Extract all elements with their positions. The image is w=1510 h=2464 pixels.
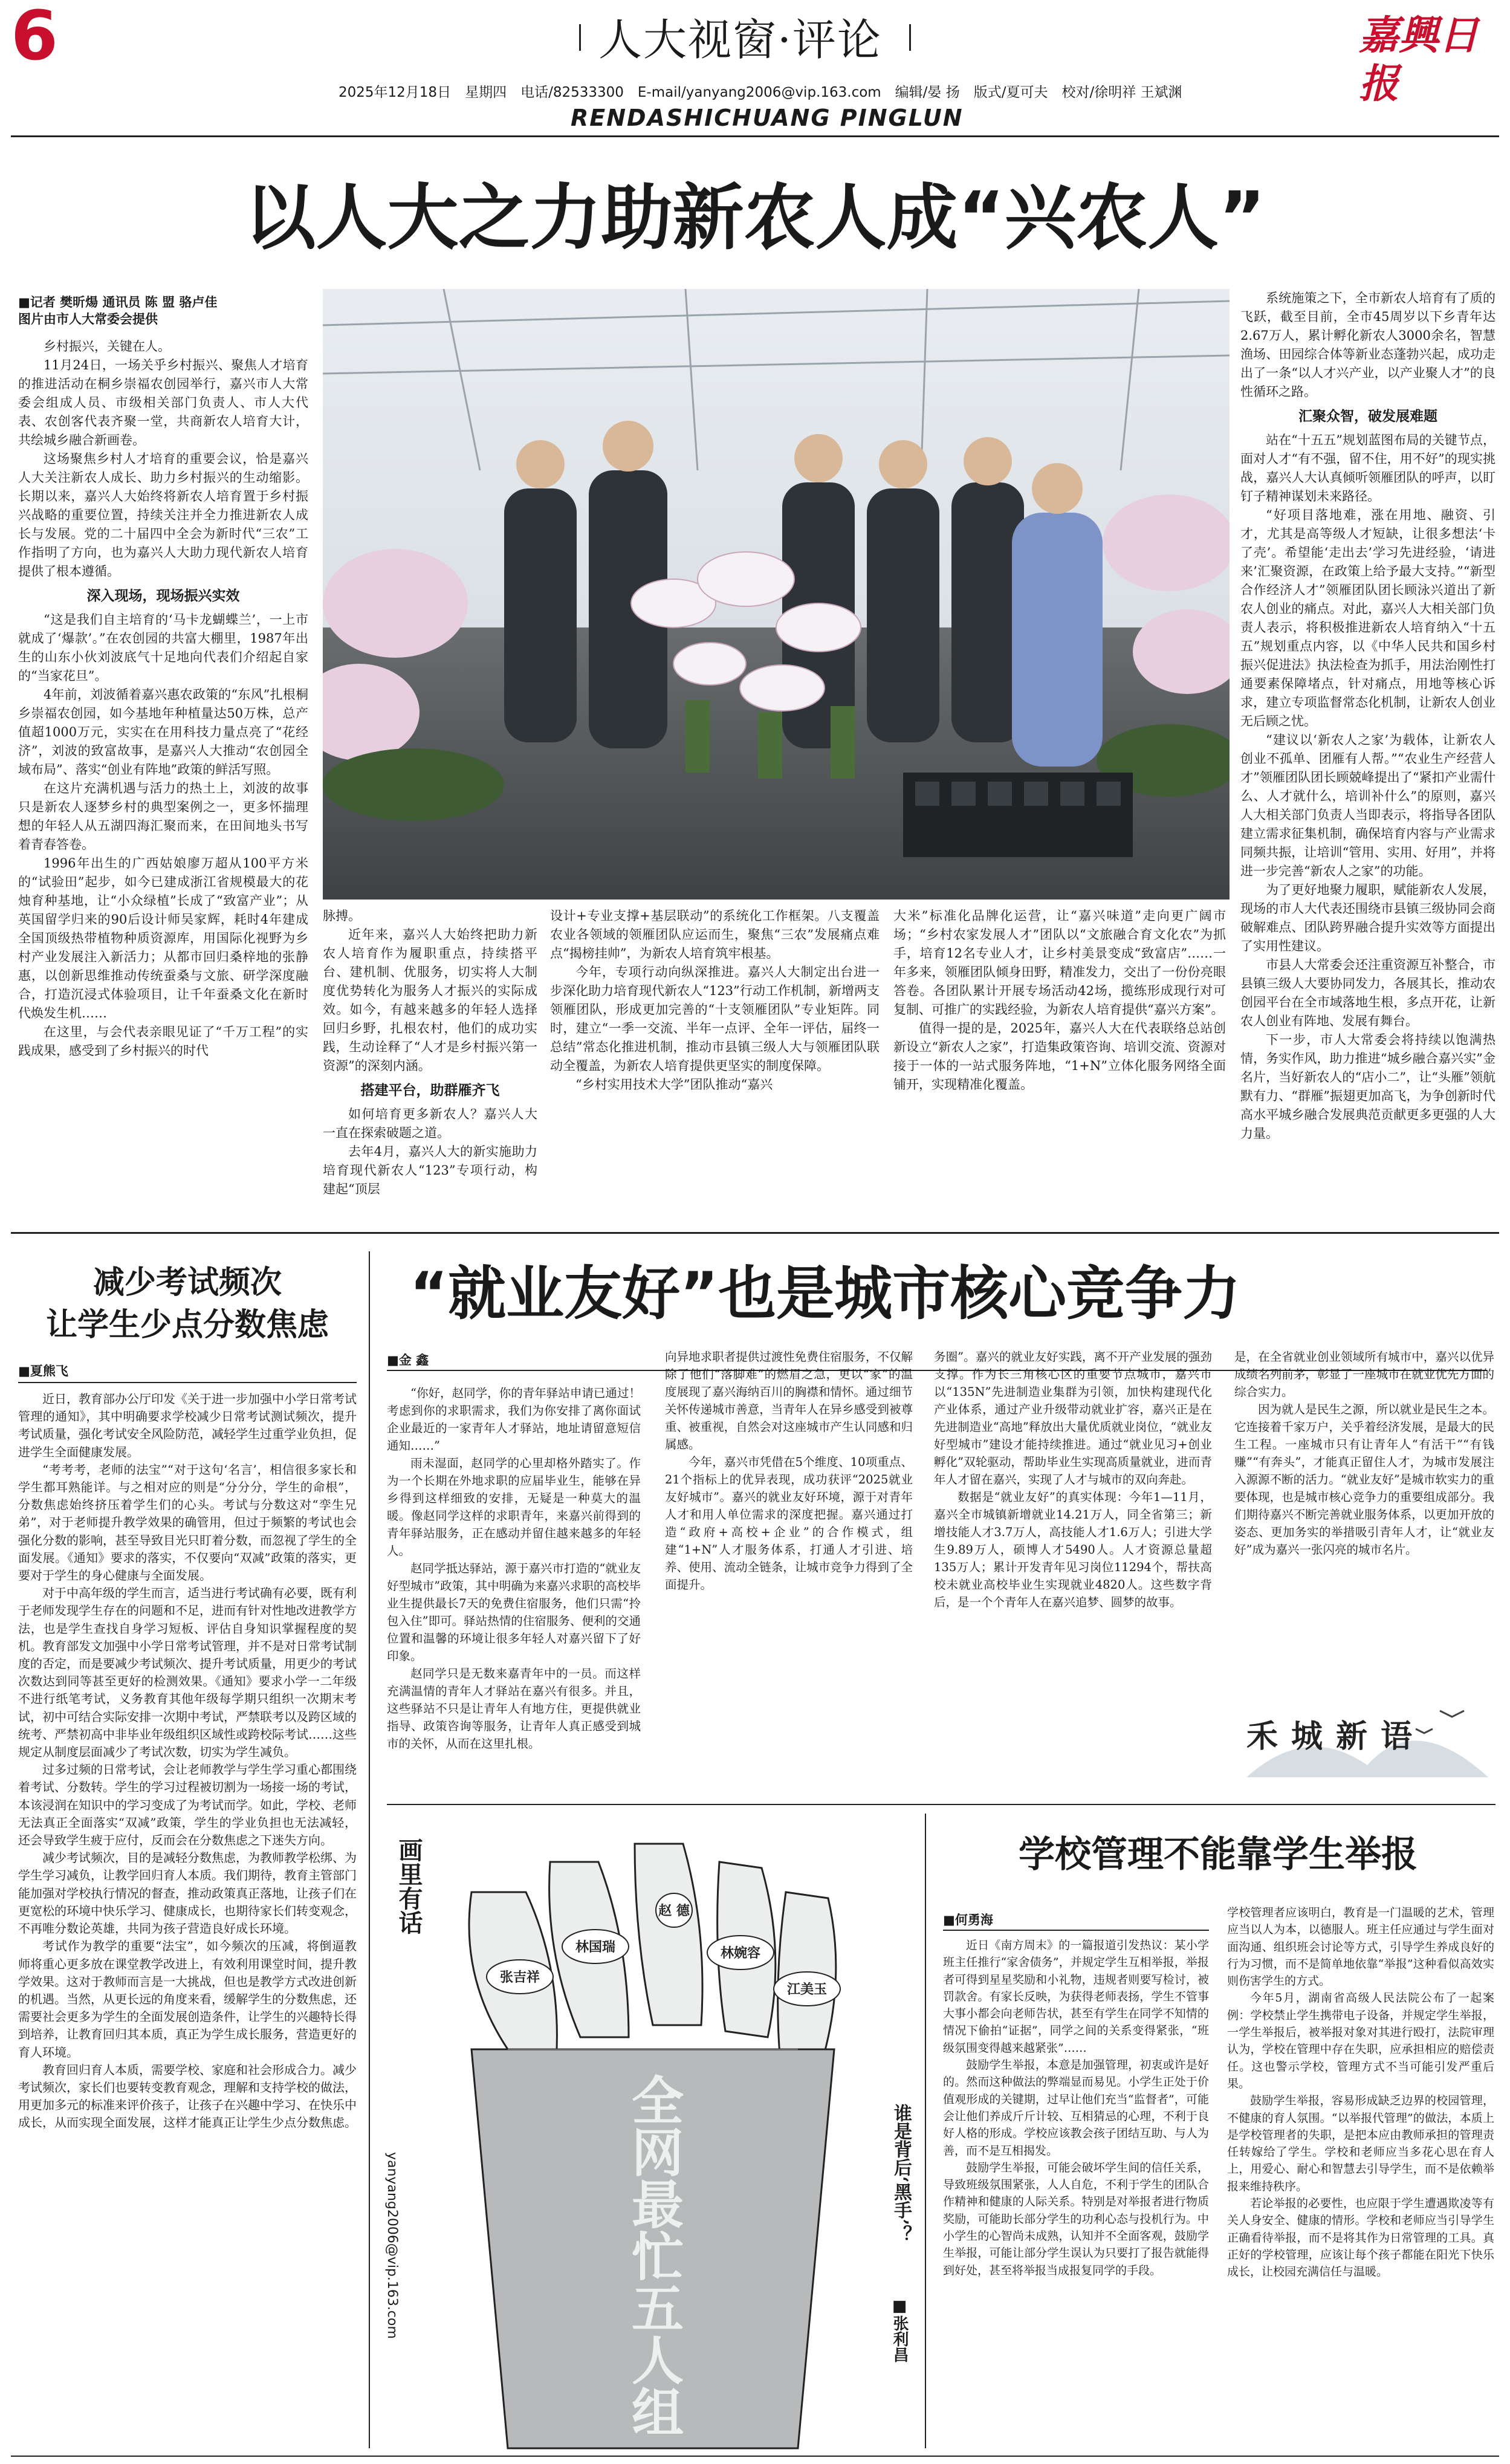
article3-col3: 务圈”。嘉兴的就业友好实践，离不开产业发展的强劲支撑。作为长三角核心区的重要节点城市，嘉兴市以“135N”先进制造业集群为引领，加快构建现代化产业体系，通过产业升级带动就业扩容，嘉兴正是在先进制造业“高地”释放出大量优质就业岗位，“就业友好型城市”建设才能持续推进。通过“就业见习+创业孵化”双轮驱动，帮助毕业生实现高质量就业，进而青年人才留在嘉兴，实现了人才与城市的双向奔赴。 数据是“就业友好”的真实体现：今年1—11月，嘉兴全市城镇新增就业14.21万人，同全省第三；新增技能人才3.7万人，高技能人才1.6万人；引进大学生9.89万人，硕博人才5490人。人才资源总量超135万人；累计开发青年见习岗位11294个，帮扶高校未就业高校毕业生实现就业4820人。这些数字背后，是一个个青年人在嘉兴追梦、圆梦的故事。 — [934, 1350, 1212, 1609]
article4-col1: 近日《南方周末》的一篇报道引发热议：某小学班主任推行“家舍债务”，并规定学生互相举报，举报者可得到星星奖励和小礼物，违规者则要写检讨，被罚款舍。有家长反映，为获得老师表扬，学生不管事大事小都会向老师告状，甚至有学生在同学不知情的情况下偷拍“证据”，同学之间的关系变得紧张，“班级氛围变得越来越紧张”…… 鼓励学生举报，本意是加强管理，初衷或许是好的。然而这种做法的弊端显而易见。小学生正处于价值观形成的关键期，过早让他们充当“监督者”，可能会让他们养成斤斤计较、互相猜忌的心理，不利于良好人格的形成。学校应该教会孩子团结互助、与人为善，而不是互相揭发。 鼓励学生举报，可能会破坏学生间的信任关系，导致班级氛围紧张，人人自危，不利于学生的团队合作精神和健康的人际关系。特别是对举报者进行物质奖励，可能助长部分学生的功利心态与投机行为。中小学生的心智尚未成熟，认知并不全面客观，鼓励学生举报，可能让部分学生误认为只要打了报告就能得到好处，甚至将举报当成报复同学的手段。 — [943, 1939, 1209, 2277]
article1-title: 以人大之力助新农人成“兴农人” — [244, 176, 1266, 259]
article1-col4: 大米”标准化品牌化运营，让“嘉兴味道”走向更广阔市场；“乡村农家发展人才”团队以“文旅融合育文化农”为抓手，培育12名专业人才，让乡村美景变成“致富店”……一年多来，领雁团队倾身田野，精准发力，交出了一份份亮眼答卷。各团队累计开展专场活动42场，揽练形成现行对可复制、可推广的实践经验，为新农人培育提供“嘉兴方案”。 值得一提的是，2025年，嘉兴人大在代表联络总站创新设立“新农人之家”，打造集政策咨询、培训交流、资源对接于一体的一站式服务阵地，“1+N”立体化服务网络全面铺开，实现精准化覆盖。 — [893, 909, 1226, 1092]
section-pinyin: RENDASHICHUANG PINGLUN — [571, 105, 964, 131]
article1-subhead-2: 搭建平台，助群雁齐飞 — [360, 1083, 500, 1098]
article4-byline: ■何勇海 — [943, 1913, 993, 1927]
column-badge-text: 禾城新语 — [1246, 1718, 1426, 1755]
cartoon-name-1: 张吉祥 — [499, 1970, 540, 1985]
article3-title: “就业友好”也是城市核心竞争力 — [409, 1260, 1241, 1328]
article4-title: 学校管理不能靠学生举报 — [1019, 1833, 1418, 1876]
article3-col2: 向异地求职者提供过渡性免费住宿服务，不仅解除了他们“落脚难”的燃眉之急，更以“家”的温度展现了嘉兴海纳百川的胸襟和情怀。通过细节关怀传递城市善意，当青年人在异乡感受到被尊重、被重视，自然会对这座城市产生认同感和归属感。 今年，嘉兴市凭借在5个维度、10项重点、21个指标上的优异表现，成功获评“2025就业友好城市”。嘉兴的就业友好环境，源于对青年人才和用人单位需求的深度把握。嘉兴通过打造“政府+高校+企业”的合作模式，组建“1+N”人才服务体系，打通人才引进、培养、使用、流动全链条，让城市竞争力得到了全面提升。 — [665, 1350, 913, 1592]
article4-byline-rule — [943, 1930, 1209, 1931]
article1-photo — [323, 289, 1230, 900]
cartoon-name-3: 林婉容 — [720, 1946, 761, 1961]
article2-title-line2: 让学生少点分数焦虑 — [45, 1307, 329, 1343]
greenhouse-photo-illustration — [323, 289, 1230, 900]
article3-col4: 是，在全省就业创业领域所有城市中，嘉兴以优异成绩名列前茅，彰显了一座城市在就业优先方面的综合实力。 因为就人是民生之源，所以就业是民生之本。它连接着千家万户，关乎着经济发展，是最大的民生工程。一座城市只有让青年人“有活干”“有钱赚”“有奔头”，才能真正留住人才，为城市发展注入源源不断的活力。“就业友好”是城市软实力的重要体现，也是城市核心竞争力的重要组成部分。我们期待嘉兴不断完善就业服务体系，以更加开放的姿态、更加务实的举措吸引青年人才，让“就业友好”成为嘉兴一张闪亮的城市名片。 — [1234, 1350, 1494, 1557]
article1-col5: 系统施策之下，全市新农人培育有了质的飞跃，截至目前，全市45周岁以下乡青年达2.67万人，累计孵化新农人3000余名，智慧渔场、田园综合体等新业态蓬勃兴起，成功走出了一条“以人才兴产业，以产业聚人才”的良性循环之路。 汇聚众智，破发展难题 站在“十五五”规划蓝图布局的关键节点，面对人才“有不强，留不住，用不好”的现实挑战，嘉兴人大认真倾听领雁团队的呼声，以盯钉子精神谋划未来路径。 “好项目落地难，涨在用地、融资、引才，尤其是高等级人才短缺，让很多想法‘卡了壳’。希望能‘走出去’学习先进经验，‘请进来’汇聚资源，在政策上给予最大支持。”“新型合作经济人才”领雁团队团长顾泳兴道出了新农人创业的痛点。对此，嘉兴人大相关部门负责人表示，将积极推进新农人培育纳入“十五五”规划重点内容，以《中华人民共和国乡村振兴促进法》执法检查为抓手，用法治刚性打通要素保障堵点，针对痛点，用地等核心诉求，建立专项监督常态化机制，让新农人创业无后顾之忧。 “建议以‘新农人之家’为载体，让新农人创业不孤单、团雁有人帮。”“农业生产经营人才”领雁团队团长顾兢峰提出了“紧扣产业需什么、人才就什么，培训补什么”的原则，嘉兴人大相关部门负责人当即表示，将指导各团队建立需求征集机制，确保培育内容与产业需求同频共振，让培训“管用、实用、好用”，并将进一步完善“新农人之家”的功能。 为了更好地聚力履职，赋能新农人发展，现场的市人大代表还围绕市县镇三级协同会商破解难点、团队跨界融合提升实效等方面提出了实用性建议。 市县人大常委会还注重资源互补整合，市县镇三级人大要协同发力，各展其长，推动农创园平台在全市域落地生根，多点开花，让新农人创业有阵地、发展有舞台。 下一步，市人大常委会将持续以饱满热情，务实作风，助力推进“城乡融合嘉兴实”金名片，当好新农人的“店小二”，让“头雁”领航默有力、“群雁”振翅更加高飞，为争创新时代高水平城乡融合发展典范贡献更多更强的人大力量。 — [1240, 291, 1495, 1141]
cartoon-caption: 谁是背后‘黑手’？ — [890, 2104, 912, 2243]
lower-rule — [387, 1804, 1495, 1805]
cartoon-name-2: 林国瑞 — [575, 1940, 616, 1955]
section-title-divider-left — [579, 24, 581, 51]
article1-col1: 乡村振兴，关键在人。 11月24日，一场关乎乡村振兴、聚焦人才培育的推进活动在桐乡崇福农创园举行，嘉兴市人大常委会组成人员、市级相关部门负责人、市人大代表、农创客代表齐聚一堂，共商新农人培育大计，共绘城乡融合新画卷。 这场聚焦乡村人才培育的重要会议，恰是嘉兴人大关注新农人成长、助力乡村振兴的生动缩影。长期以来，嘉兴人大始终将新农人培育置于乡村振兴战略的重要位置，持续关注并全力推进新农人成长与发展。党的二十届四中全会为新时代“三农”工作指明了方向，也为嘉兴人大助力现代新农人培育提供了根本遵循。 深入现场，现场振兴实效 “这是我们自主培育的‘马卡龙蝴蝶兰’，一上市就成了‘爆款’。”在农创园的共富大棚里，1987年出生的山东小伙刘波底气十足地向代表们介绍起自家的“当家花旦”。 4年前，刘波循着嘉兴惠农政策的“东风”扎根桐乡崇福农创园，如今基地年种植量达50万株，总产值超1000万元，实实在在用科技力量点亮了“花经济”，刘波的致富故事，是嘉兴人大推动“农创园全域布局”、落实“创业有阵地”政策的鲜活写照。 在这片充满机遇与活力的热土上，刘波的故事只是新农人逐梦乡村的典型案例之一，更多怀揣理想的年轻人从五湖四海汇聚而来，在田间地头书写着青春答卷。 1996年出生的广西姑娘廖万超从100平方米的“试验田”起步，如今已建成浙江省规模最大的花烛育种基地，让“小众绿植”长成了“致富产业”；从英国留学归来的90后设计师吴家辉，耗时4年建成全国顶级热带植物种质资源库，用国际化视野为乡村产业发展注入新活力；从都市回归桑梓地的张静惠，以创新思维推动传统蚕桑与文旅、研学深度融合，打造沉浸式体验项目，让千年蚕桑文化在新时代焕发生机…… 在这里，与会代表亲眼见证了“千万工程”的实践成果，感受到了乡村振兴的时代 — [18, 339, 308, 1058]
section-title-divider-right — [909, 24, 911, 51]
cartoon-box-text: 全网最忙五人组 — [623, 2073, 683, 2437]
column-badge — [1234, 1687, 1494, 1789]
header-rule — [11, 135, 1499, 137]
article1-col2: 脉搏。 近年来，嘉兴人大始终把助力新农人培育作为履职重点，持续搭平台、建机制、优服务，切实将人大制度优势转化为服务人才振兴的实际成效。如今，有越来越多的年轻人选择回归乡野，扎根农村，他们的成功实践，生动诠释了“人才是乡村振兴第一资源”的深刻内涵。 搭建平台，助群雁齐飞 如何培育更多新农人？嘉兴人大一直在探索破题之道。 去年4月，嘉兴人大的新实施助力培育现代新农人“123”专项行动，构建起“顶层 — [323, 909, 537, 1196]
section-title: 人大视窗·评论 — [598, 15, 882, 65]
middle-rule — [11, 1232, 1499, 1234]
article1-photo-credit: 图片由市人大常委会提供 — [18, 312, 158, 326]
article3-col1: “你好，赵同学，你的青年驿站申请已通过！考虑到你的求职需求，我们为你安排了离你面试企业最近的一家青年人才驿站，地址请留意短信通知……” 雨未湿面，赵同学的心里却格外踏实了。作为一个长期在外地求职的应届毕业生，能够在异乡得到这样细致的安排，无疑是一种莫大的温暖。像赵同学这样的求职青年，来嘉兴前得到的青年驿站服务，正在感动并留住越来越多的年轻人。 赵同学抵达驿站，源于嘉兴市打造的“就业友好型城市”政策，其中明确为来嘉兴求职的高校毕业生提供最长7天的免费住宿服务，他们只需“拎包入住”即可。驿站热情的住宿服务、便利的交通位置和温馨的环境让很多年轻人对嘉兴留下了好印象。 赵同学只是无数来嘉青年中的一员。而这样充满温情的青年人才驿站在嘉兴有很多。并且，这些驿站不只是让青年人有地方住，更提供就业指导、政策咨询等服务，让青年人真正感受到城市的关怀，从而在这里扎根。 — [387, 1386, 641, 1751]
article1-col3: 设计+专业支撑+基层联动”的系统化工作框架。八支覆盖农业各领域的领雁团队应运而生，聚焦“三农”发展痛点难点“揭榜挂帅”，为新农人培育筑牢根基。 今年，专项行动向纵深推进。嘉兴人大制定出台进一步深化助力培育现代新农人“123”行动工作机制，新增两支领雁团队，形成更加完善的“十支领雁团队”专业矩阵。同时，建立“一季一交流、半年一点评、全年一评估，届终一总结”常态化推进机制，推动市县镇三级人大与领雁团队联动全覆盖，为新农人培育提供更坚实的制度保障。 “乡村实用技术大学”团队推动“嘉兴 — [550, 909, 880, 1092]
article1-subhead-1: 深入现场，现场振兴实效 — [86, 588, 240, 604]
newspaper-logo: 嘉興日报 — [1359, 11, 1479, 107]
date-line: 2025年12月18日 星期四 电话/82533300 E-mail/yanyang2006@vip.163.com 编辑/晏 扬 版式/夏可夫 校对/徐明祥 王斌渊 — [339, 85, 1182, 100]
article4-col2: 学校管理者应该明白，教育是一门温暖的艺术，管理应当以人为本，以德服人。班主任应通过与学生面对面沟通、组织班会讨论等方式，引导学生养成良好的行为习惯，而不是简单地依靠“举报”这种看似高效实则伤害学生的方式。 今年5月，湖南省高级人民法院公布了一起案例：学校禁止学生携带电子设备，并规定学生举报，一学生举报后，被举报对象对其进行殴打，法院审理认为，学校在管理中存在失职，应承担相应的赔偿责任。这也警示学校，管理方式不当可能引发严重后果。 鼓励学生举报，容易形成缺乏边界的校园管理，不健康的育人氛围。“以举报代管理”的做法，本质上是学校管理者的失职，是把本应由教师承担的管理责任转嫁给了学生。学校和老师应当多花心思在育人上，用爱心、耐心和智慧去引导学生，而不是依赖举报来维持秩序。 若论举报的必要性，也应限于学生遭遇欺凌等有关人身安全、健康的情形。学校和老师应当引导学生正确看待举报，而不是将其作为日常管理的工具。真正好的学校管理，应该让每个孩子都能在阳光下快乐成长，让校园充满信任与温暖。 — [1227, 1906, 1494, 2279]
page-number: 6 — [11, 0, 58, 76]
cartoon-contact: yanyang2006@vip.163.com — [384, 2152, 400, 2339]
article2-byline-rule — [18, 1382, 357, 1383]
cartoon-name-5: 赵 德 — [658, 1904, 690, 1919]
cartoon-column-rule — [925, 1814, 926, 2448]
article1-subhead-3: 汇聚众智，破发展难题 — [1298, 409, 1437, 424]
article2-column-rule — [369, 1251, 370, 2448]
cartoon-author: ■张利昌 — [890, 2297, 909, 2362]
article2-title-line1: 减少考试频次 — [92, 1265, 282, 1301]
article2-body: 近日，教育部办公厅印发《关于进一步加强中小学日常考试管理的通知》，其中明确要求学校减少日常考试测试频次，提升考试质量，强化考试安全风险防范，减轻学生过重学业负担，促进学生全面健康发展。 “考考考，老师的法宝”“对于这句‘名言’，相信很多家长和学生都耳熟能详。与之相对应的则是“分分分，学生的命根”，分数焦虑始终挤压着学生们的心头。考试与分数这对“孪生兄弟”，对于老师提升教学效果的确管用，但过于频繁的考试也会强化分数的影响，甚至导致目光只盯着分数，而忽视了学生的全面发展。《通知》要求的落实，不仅要向“双减”政策的落实，更要对于学生的身心健康与全面发展。 对于中高年级的学生而言，适当进行考试确有必要，既有利于老师发现学生存在的问题和不足，进而有针对性地改进教学方法，也是学生查找自身学习短板、评估自身知识掌握程度的契机。教育部发文加强中小学日常考试管理，并不是对日常考试制度的否定，而是要减少考试频次、提升考试质量，用更少的考试次数达到同等甚至更好的检测效果。《通知》要求小学一二年级不进行纸笔考试，义务教育其他年级每学期只组织一次期末考试，初中可结合实际安排一次期中考试，严禁联考以及跨区域的统考、严禁初高中非毕业年级组织区域性或跨校际考试……这些规定从制度层面减少了考试次数，切实为学生减负。 过多过频的日常考试，会让老师教学与学生学习重心都围绕着考试、分数转。学生的学习过程被切割为一场接一场的考试，本该浸润在知识中的学习变成了为考试而学。如此，学校、老师无法真正全面落实“双减”政策，学生的学业负担也无法减轻，还会导致学生疲于应付，反而会在分数焦虑之下迷失方向。 减少考试频次，目的是减轻分数焦虑，为教师教学松绑、为学生学习减负，让教学回归育人本质。我们期待，教育主管部门能加强对学校执行情况的督查，推动政策真正落地，让孩子们在更宽松的环境中快乐学习、健康成长，也期待家长们转变观念，不再唯分数论英雄，共同为孩子营造良好成长环境。 考试作为教学的重要“法宝”，如今频次的压减，将倒逼教师将重心更多放在课堂教学改进上，有效利用课堂时间，提升教学效果。这对于教师而言是一大挑战，但也是教学方式改进创新的机遇。当然，从更长远的角度来看，缓解学生的分数焦虑，还需要社会更多为学生的全面发展创造条件，让学生的兴趣特长得到培养，让教育回归其本质，真正为学生成长服务，营造更好的育人环境。 教育回归育人本质，需要学校、家庭和社会形成合力。减少考试频次，家长们也要转变教育观念，理解和支持学校的做法，用更加多元的标准来评价孩子，让孩子在兴趣中学习、在快乐中成长，从而实现全面发展，这样才能真正让学生少点分数焦虑。 — [18, 1392, 357, 2130]
cartoon-name-4: 江美玉 — [786, 1982, 828, 1997]
cartoon-label: 画里有话 — [395, 1838, 423, 1934]
footer-rule — [11, 2456, 1499, 2457]
cartoon-illustration — [435, 1820, 870, 2454]
article3-byline: ■金 鑫 — [387, 1353, 429, 1367]
article2-byline: ■夏熊飞 — [18, 1364, 68, 1378]
article1-byline: ■记者 樊昕煬 通讯员 陈 盟 骆卢佳 — [18, 295, 218, 310]
